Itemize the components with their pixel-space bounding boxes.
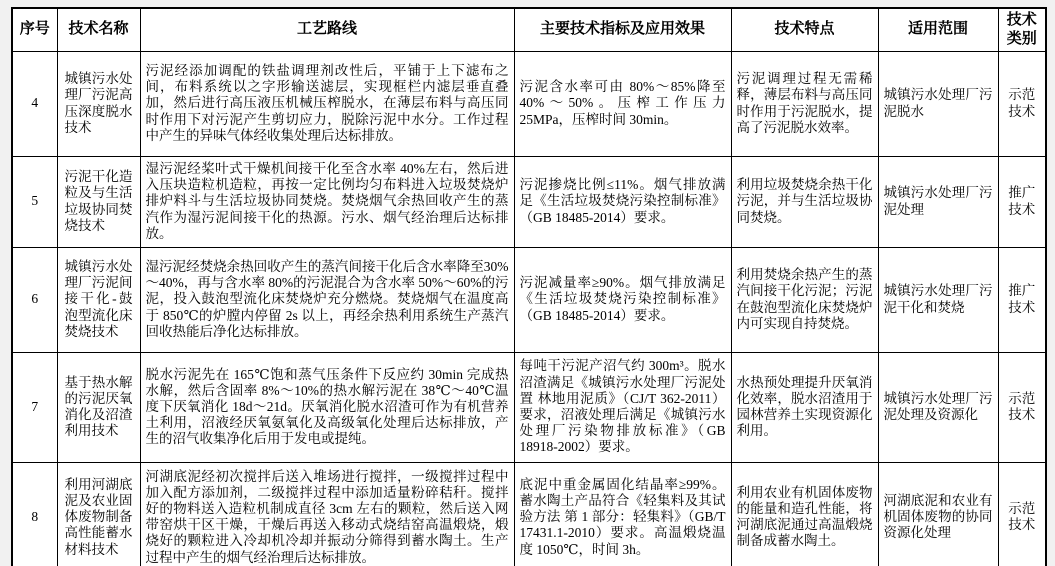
- cell-process-route: 脱水污泥先在 165℃饱和蒸气压条件下反应约 30min 完成热水解，然后含固率 8%～10%的热水解污泥在 38℃～40℃温度下厌氧消化 18d～21d。厌氧消化脱水沼渣可作为有机营养土利用，沼液经厌氧氨氧化及高级氧化处理后达标排放，产生的沼气收集净化后用于发电或提纯。: [140, 352, 514, 462]
- cell-tech-name: 基于热水解的污泥厌氧消化及沼渣利用技术: [57, 352, 140, 462]
- cell-tech-name: 城镇污水处理厂污泥间接干化-鼓泡型流化床焚烧技术: [57, 247, 140, 352]
- cell-scope: 河湖底泥和农业有机固体废物的协同资源化处理: [878, 462, 998, 566]
- cell-tech-name: 污泥干化造粒及与生活垃圾协同焚烧技术: [57, 156, 140, 247]
- cell-category: 推广技术: [998, 156, 1046, 247]
- header-no: 序号: [12, 8, 57, 51]
- header-process: 工艺路线: [140, 8, 514, 51]
- cell-features: 水热预处理提升厌氧消化效率，脱水沼渣用于园林营养土实现资源化利用。: [731, 352, 878, 462]
- cell-features: 污泥调理过程无需稀释，薄层布料与高压同时作用于污泥脱水，提高了污泥脱水效率。: [731, 51, 878, 156]
- header-scope: 适用范围: [878, 8, 998, 51]
- cell-scope: 城镇污水处理厂污泥处理及资源化: [878, 352, 998, 462]
- table-header-row: [12, 8, 1046, 51]
- cell-category: 推广技术: [998, 247, 1046, 352]
- cell-index: 6: [12, 247, 57, 352]
- cell-indicators: 底泥中重金属固化结晶率≥99%。蓄水陶土产品符合《轻集料及其试验方法 第 1 部分：轻集料》（GB/T 17431.1-2010）要求。高温煅烧温度 1050℃，时间 3h。: [514, 462, 731, 566]
- cell-features: 利用垃圾焚烧余热干化污泥，并与生活垃圾协同焚烧。: [731, 156, 878, 247]
- cell-indicators: 污泥减量率≥90%。烟气排放满足《生活垃圾焚烧污染控制标准》（GB 18485-2014）要求。: [514, 247, 731, 352]
- cell-indicators: 污泥掺烧比例≤11%。烟气排放满足《生活垃圾焚烧污染控制标准》（GB 18485-2014）要求。: [514, 156, 731, 247]
- cell-scope: 城镇污水处理厂污泥脱水: [878, 51, 998, 156]
- cell-process-route: 污泥经添加调配的铁盐调理剂改性后，平铺于上下滤布之间，布料系统以之字形输送滤层，实现框栏内滤层垂直叠加，然后进行高压液压机械压榨脱水，在薄层布料与高压同时作用下对污泥产生剪切应力，脱除污泥中水分。工作过程中产生的异味气体经收集处理后达标排放。: [140, 51, 514, 156]
- cell-process-route: 湿污泥经焚烧余热回收产生的蒸汽间接干化后含水率降至30%～40%，再与含水率 80%的污泥混合为含水率 50%～60%的污泥，投入鼓泡型流化床焚烧炉充分燃烧。焚烧烟气在温度高于 850℃的炉膛内停留 2s 以上，再经余热利用系统生产蒸汽回收热能后净化达标排放。: [140, 247, 514, 352]
- header-name: 技术名称: [57, 8, 140, 51]
- header-features: 技术特点: [731, 8, 878, 51]
- cell-tech-name: 城镇污水处理厂污泥高压深度脱水技术: [57, 51, 140, 156]
- cell-indicators: 每吨干污泥产沼气约 300m³。脱水沼渣满足《城镇污水处理厂污泥处置 林地用泥质》（CJ/T 362-2011）要求，沼液处理后满足《城镇污水处理厂污染物排放标准》（GB 18918-2002）要求。: [514, 352, 731, 462]
- technology-table: [11, 7, 1047, 566]
- table-row: [12, 156, 1046, 247]
- header-category: 技术类别: [998, 8, 1046, 51]
- cell-process-route: 湿污泥经桨叶式干燥机间接干化至含水率 40%左右，然后进入压块造粒机造粒，再按一定比例均匀布料进入垃圾焚烧炉排炉料斗与生活垃圾协同焚烧。焚烧烟气余热回收产生的蒸汽作为湿污泥间接干化的热源。污水、烟气经治理后达标排放。: [140, 156, 514, 247]
- cell-index: 8: [12, 462, 57, 566]
- cell-index: 4: [12, 51, 57, 156]
- cell-tech-name: 利用河湖底泥及农业固体废物制备高性能蓄水材料技术: [57, 462, 140, 566]
- cell-index: 7: [12, 352, 57, 462]
- header-indicators: 主要技术指标及应用效果: [514, 8, 731, 51]
- cell-scope: 城镇污水处理厂污泥处理: [878, 156, 998, 247]
- table-row: [12, 462, 1046, 566]
- table-row: [12, 352, 1046, 462]
- cell-indicators: 污泥含水率可由 80%～85%降至 40%～50%。压榨工作压力 25MPa，压榨时间 30min。: [514, 51, 731, 156]
- table-row: [12, 51, 1046, 156]
- cell-scope: 城镇污水处理厂污泥干化和焚烧: [878, 247, 998, 352]
- cell-index: 5: [12, 156, 57, 247]
- cell-features: 利用焚烧余热产生的蒸汽间接干化污泥；污泥在鼓泡型流化床焚烧炉内可实现自持焚烧。: [731, 247, 878, 352]
- cell-category: 示范技术: [998, 462, 1046, 566]
- cell-process-route: 河湖底泥经初次搅拌后送入堆场进行搅拌，一级搅拌过程中加入配方添加剂，二级搅拌过程中添加适量粉碎秸秆。搅拌好的物料送入造粒机制成直径 3cm 左右的颗粒，然后送入网带窑烘干区干燥，干燥后再送入移动式烧结窑高温煅烧，煅烧好的颗粒进入冷却机冷却并振动分筛得到蓄水陶土。生产过程中产生的烟气经治理后达标排放。: [140, 462, 514, 566]
- cell-category: 示范技术: [998, 51, 1046, 156]
- document-page: [0, 7, 1055, 566]
- cell-category: 示范技术: [998, 352, 1046, 462]
- table-row: [12, 247, 1046, 352]
- cell-features: 利用农业有机固体废物的能量和造孔性能，将河湖底泥通过高温煅烧制备成蓄水陶土。: [731, 462, 878, 566]
